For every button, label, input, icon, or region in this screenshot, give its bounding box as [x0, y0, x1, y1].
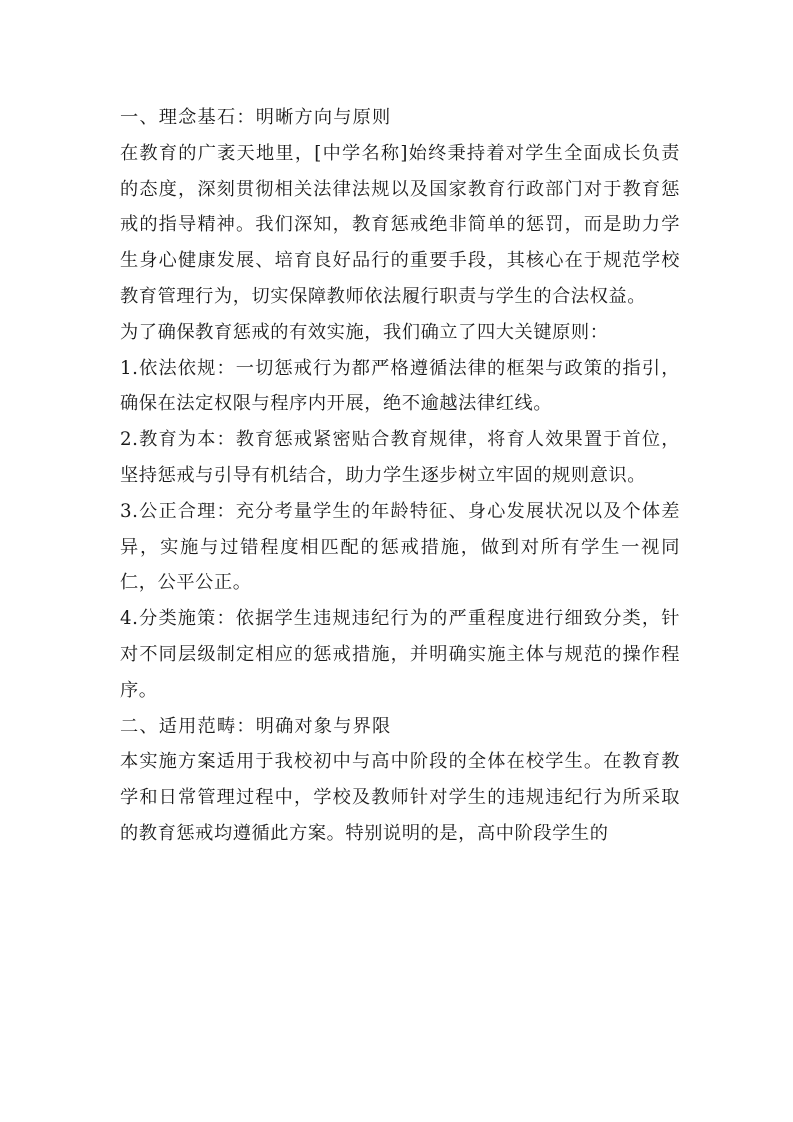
section-heading-philosophy: 一、理念基石：明晰方向与原则: [120, 107, 392, 128]
paragraph-scope: 本实施方案适用于我校初中与高中阶段的全体在校学生。在教育教学和日常管理过程中，学校及教师针对学生的违规违纪行为所采取的教育惩戒均遵循此方案。特别说明的是，高中阶段学生的: [120, 751, 680, 844]
principle-2-education: 2.教育为本：教育惩戒紧密贴合教育规律，将育人效果置于首位，坚持惩戒与引导有机结合，助力学生逐步树立牢固的规则意识。: [120, 429, 680, 486]
principle-1-lawful: 1.依法依规：一切惩戒行为都严格遵循法律的框架与政策的指引，确保在法定权限与程序内开展，绝不逾越法律红线。: [120, 357, 680, 415]
paragraph-principles-lead: 为了确保教育惩戒的有效实施，我们确立了四大关键原则：: [120, 321, 609, 343]
principle-4-classification: 4.分类施策：依据学生违规违纪行为的严重程度进行细致分类，针对不同层级制定相应的惩戒措施，并明确实施主体与规范的操作程序。: [120, 608, 680, 701]
section-heading-scope: 二、适用范畴：明确对象与界限: [120, 715, 392, 737]
paragraph-intro: 在教育的广袤天地里，[中学名称]始终秉持着对学生全面成长负责的态度，深刻贯彻相关法律法规以及国家教育行政部门对于教育惩戒的指导精神。我们深知，教育惩戒绝非简单的惩罚，而是助力学生身心健康发展、培育良好品行的重要手段，其核心在于规范学校教育管理行为，切实保障教师依法履行职责与学生的合法权益。: [120, 142, 680, 307]
principle-3-fairness: 3.公正合理：充分考量学生的年龄特征、身心发展状况以及个体差异，实施与过错程度相匹配的惩戒措施，做到对所有学生一视同仁，公平公正。: [120, 500, 680, 594]
document-page: [120, 100, 680, 852]
